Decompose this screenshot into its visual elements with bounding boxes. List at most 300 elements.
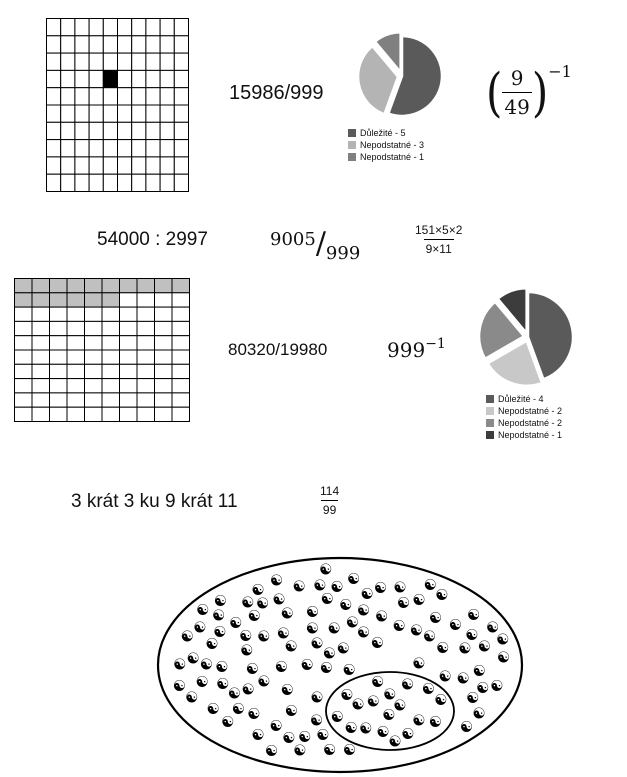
grid-cell [172,293,190,307]
grid-cell [103,157,117,174]
yin-yang-icon: ☯ [245,660,260,679]
grid-cell [132,105,146,122]
yin-yang-icon: ☯ [360,585,374,604]
grid-cell [85,379,103,393]
grid-cell [75,36,89,53]
grid-cell [15,364,33,378]
base: 999 [387,338,426,362]
grid-cell [132,157,146,174]
grid-cell [67,350,85,364]
grid-cell [47,36,61,53]
grid-cell [160,53,174,70]
yin-yang-icon: ☯ [373,579,388,598]
grid-cell [146,70,160,87]
grid-middle [14,278,190,422]
yin-yang-icon: ☯ [257,672,271,691]
grid-cell [132,70,146,87]
grid-cell [85,307,103,321]
legend-label: Nepodstatné - 2 [498,418,563,428]
yin-yang-icon: ☯ [195,673,209,692]
grid-cell [67,336,85,350]
grid-cell [155,379,173,393]
yin-yang-icon: ☯ [434,691,448,710]
grid-cell [155,393,173,407]
yin-yang-icon: ☯ [374,607,389,626]
fraction-numerator: 114 [320,484,340,498]
legend-item [348,127,424,139]
exponent: −1 [425,336,446,352]
grid-cell [118,36,132,53]
pie-legend-top [348,127,424,163]
grid-cell [120,379,138,393]
grid-cell [15,321,33,335]
pie-legend-middle [486,393,562,441]
yin-yang-icon: ☯ [477,637,492,656]
yin-yang-icon: ☯ [241,593,255,612]
yin-yang-icon: ☯ [323,741,337,760]
legend-swatch [486,431,494,439]
grid-cell [155,364,173,378]
legend-swatch [348,153,356,161]
yin-yang-icon: ☯ [305,603,320,622]
yin-yang-icon: ☯ [388,732,402,751]
yin-yang-icon: ☯ [376,722,390,741]
grid-cell [85,336,103,350]
grid-cell [67,379,85,393]
grid-cell [75,53,89,70]
yin-yang-icon: ☯ [320,590,335,609]
expression-9005-slash-999 [270,222,361,264]
fraction-numerator: 9 [510,66,524,90]
grid-cell [47,53,61,70]
legend-label: Nepodstatné - 2 [498,406,563,416]
grid-cell [89,122,103,139]
grid-cell [118,70,132,87]
yin-yang-icon: ☯ [401,724,415,743]
grid-cell [103,105,117,122]
yin-yang-icon: ☯ [300,656,314,675]
expression-80320-19980: 80320/19980 [228,340,328,359]
left-paren: ( [486,61,503,123]
yin-yang-icon: ☯ [456,669,470,688]
yin-yang-icon: ☯ [199,655,214,674]
grid-cell-filled [137,279,155,293]
grid-cell [155,336,173,350]
grid-cell [146,36,160,53]
grid-cell [85,393,103,407]
yin-yang-icon: ☯ [400,675,415,694]
grid-cell [120,321,138,335]
grid-cell [47,70,61,87]
yin-yang-icon: ☯ [257,627,271,646]
grid-cell [172,379,190,393]
grid-cell [155,293,173,307]
yin-yang-icon: ☯ [421,680,436,699]
grid-cell [132,122,146,139]
grid-cell [89,140,103,157]
yin-yang-icon: ☯ [193,618,207,637]
yin-yang-icon: ☯ [412,711,426,730]
yin-yang-icon: ☯ [459,718,474,737]
yin-yang-icon: ☯ [251,581,265,600]
yin-yang-icon: ☯ [476,678,490,697]
grid-cell [146,88,160,105]
yin-yang-icon: ☯ [466,605,481,624]
yin-yang-icon: ☯ [213,623,227,642]
grid-cell [118,105,132,122]
yin-yang-icon: ☯ [351,695,365,714]
grid-cell [102,307,120,321]
grid-cell [155,407,173,421]
grid-cell [103,88,117,105]
legend-item [348,151,424,163]
grid-cell-filled [102,279,120,293]
grid-cell [132,36,146,53]
grid-cell [89,88,103,105]
grid-cell [61,140,75,157]
grid-cell [146,157,160,174]
grid-cell [32,393,50,407]
grid-cell [50,307,68,321]
grid-cell [118,19,132,36]
legend-swatch [348,141,356,149]
yin-yang-icon: ☯ [280,604,295,623]
grid-cell [85,321,103,335]
slanted-numerator: 9005 [270,229,316,250]
yin-yang-icon: ☯ [305,619,320,638]
grid-cell [174,36,188,53]
yin-yang-icon: ☯ [393,696,407,715]
grid-cell [160,36,174,53]
grid-cell [102,321,120,335]
grid-cell [174,140,188,157]
yin-yang-icon: ☯ [206,699,220,718]
grid-cell [47,140,61,157]
grid-cell [160,140,174,157]
yin-yang-icon: ☯ [496,630,510,649]
grid-cell-filled [67,279,85,293]
grid-cell [120,336,138,350]
legend-item [348,139,424,151]
right-paren: ) [531,61,549,123]
yin-yang-icon: ☯ [180,627,195,646]
legend-label: Nepodstatné - 3 [360,140,425,150]
yin-yang-icon: ☯ [393,578,407,597]
grid-cell [118,157,132,174]
grid-cell [15,307,33,321]
fraction-denominator: 49 [502,92,531,119]
legend-item [486,417,562,429]
grid-cell [146,140,160,157]
yin-yang-icon: ☯ [255,594,270,613]
expression-999-inverse [387,338,446,362]
expression-9-over-49-inverse [486,61,572,123]
legend-swatch [348,129,356,137]
yin-yang-icon: ☯ [284,702,299,721]
yin-yang-icon: ☯ [280,681,295,700]
grid-cell [172,364,190,378]
grid-cell [174,122,188,139]
legend-swatch [486,419,494,427]
grid-cell [137,321,155,335]
yin-yang-icon: ☯ [486,618,500,637]
grid-cell [132,19,146,36]
grid-cell [132,53,146,70]
expression-151x5x2-over-9x11 [413,223,464,256]
yin-yang-icon: ☯ [319,659,334,678]
fraction-numerator: 151×5×2 [415,223,463,237]
yin-yang-icon: ☯ [298,727,312,746]
yin-yang-icon: ☯ [342,741,357,760]
grid-cell [47,157,61,174]
grid-cell [89,36,103,53]
grid-cell [61,105,75,122]
grid-cell [15,350,33,364]
grid-cell [75,122,89,139]
grid-cell-filled [172,279,190,293]
yin-yang-icon: ☯ [221,712,235,731]
yin-yang-icon: ☯ [370,633,385,652]
grid-cell [85,350,103,364]
grid-cell [85,364,103,378]
grid-cell [172,321,190,335]
yin-yang-icon: ☯ [330,577,344,596]
grid-cell [120,293,138,307]
legend-item [486,429,562,441]
grid-cell [47,88,61,105]
venn-diagram [155,555,525,775]
grid-cell [120,393,138,407]
grid-cell [47,174,61,191]
fraction-denominator: 99 [321,500,338,517]
grid-cell-filled [32,293,50,307]
grid-cell [61,36,75,53]
yin-yang-icon: ☯ [409,621,424,640]
grid-cell [160,19,174,36]
yin-yang-icon: ☯ [309,711,324,730]
grid-cell [120,364,138,378]
grid-cell [103,36,117,53]
grid-cell [160,70,174,87]
grid-cell [102,364,120,378]
yin-yang-icon: ☯ [240,641,254,660]
legend-item [486,393,562,405]
yin-yang-icon: ☯ [438,667,453,686]
yin-yang-icon: ☯ [186,649,200,668]
yin-yang-icon: ☯ [241,680,255,699]
grid-cell-filled [50,293,68,307]
yin-yang-icon: ☯ [274,657,289,676]
grid-cell [174,19,188,36]
yin-yang-icon: ☯ [239,627,253,646]
grid-cell [172,393,190,407]
grid-cell [118,174,132,191]
grid-cell [146,19,160,36]
fraction-denominator: 9×11 [424,239,454,256]
yin-yang-icon: ☯ [472,704,486,723]
grid-cell [32,321,50,335]
legend-label: Nepodstatné - 1 [360,152,425,162]
yin-yang-icon: ☯ [346,570,361,589]
grid-cell [103,53,117,70]
grid-cell-filled [50,279,68,293]
expression-114-over-99 [318,484,341,517]
grid-cell [61,122,75,139]
grid-cell-filled [67,293,85,307]
grid-cell [75,174,89,191]
yin-yang-icon: ☯ [216,674,230,693]
yin-yang-icon: ☯ [327,619,341,638]
legend-label: Nepodstatné - 1 [498,430,563,440]
grid-cell [75,88,89,105]
grid-cell [174,88,188,105]
grid-cell [160,157,174,174]
grid-cell [67,407,85,421]
grid-cell [85,407,103,421]
grid-top [46,18,190,193]
yin-yang-icon: ☯ [366,692,381,711]
grid-cell-filled [32,279,50,293]
yin-yang-icon: ☯ [322,644,337,663]
grid-cell [118,122,132,139]
pie-chart-middle [472,285,582,390]
grid-cell [103,140,117,157]
grid-cell [155,321,173,335]
grid-cell [50,321,68,335]
grid-cell [50,407,68,421]
grid-cell [137,336,155,350]
grid-cell [146,105,160,122]
grid-cell [137,293,155,307]
grid-cell [103,174,117,191]
grid-cell [75,70,89,87]
legend-swatch [486,407,494,415]
yin-yang-icon: ☯ [336,639,351,658]
yin-yang-icon: ☯ [251,725,265,744]
yin-yang-icon: ☯ [215,657,229,676]
yin-yang-icon: ☯ [272,590,286,609]
legend-label: Důležité - 4 [498,394,544,404]
yin-yang-icon: ☯ [227,684,242,703]
grid-cell [146,174,160,191]
yin-yang-icon: ☯ [172,676,187,695]
grid-cell [103,122,117,139]
grid-cell [118,140,132,157]
grid-cell [89,105,103,122]
yin-yang-icon: ☯ [359,719,373,738]
yin-yang-icon: ☯ [284,637,298,656]
grid-cell [102,393,120,407]
grid-cell [32,407,50,421]
yin-yang-icon: ☯ [356,601,371,620]
grid-cell [61,53,75,70]
yin-yang-icon: ☯ [212,606,226,625]
yin-yang-icon: ☯ [412,590,426,609]
grid-cell [118,88,132,105]
grid-cell [89,70,103,87]
yin-yang-icon: ☯ [247,704,261,723]
yin-yang-icon: ☯ [340,686,354,705]
yin-yang-icon: ☯ [423,576,438,595]
grid-cell [50,350,68,364]
grid-cell [160,105,174,122]
exponent: −1 [548,62,572,81]
yin-yang-icon: ☯ [339,595,353,614]
yin-yang-icon: ☯ [313,576,327,595]
expression-54000-2997: 54000 : 2997 [97,229,208,250]
yin-yang-icon: ☯ [382,705,396,724]
grid-cell [47,122,61,139]
grid-cell [172,307,190,321]
grid-cell-filled [102,293,120,307]
yin-yang-icon: ☯ [213,592,228,611]
grid-cell [174,157,188,174]
grid-cell [75,140,89,157]
grid-cell [174,174,188,191]
yin-yang-icon: ☯ [229,613,243,632]
grid-cell [102,379,120,393]
grid-cell [61,157,75,174]
grid-cell [102,336,120,350]
slanted-denominator: 999 [325,243,361,264]
yin-yang-icon: ☯ [185,688,199,707]
yin-yang-icon: ☯ [247,606,262,625]
yin-yang-icon: ☯ [269,571,284,590]
grid-cell [137,350,155,364]
grid-cell [50,364,68,378]
grid-cell [67,364,85,378]
yin-yang-icon: ☯ [276,624,291,643]
grid-cell [137,307,155,321]
grid-cell [67,307,85,321]
grid-cell [120,407,138,421]
yin-yang-icon: ☯ [345,613,360,632]
grid-cell [137,393,155,407]
grid-cell [137,379,155,393]
yin-yang-icon: ☯ [292,577,306,596]
yin-yang-icon: ☯ [344,718,358,737]
legend-item [486,405,562,417]
yin-yang-icon: ☯ [435,585,449,604]
yin-yang-icon: ☯ [396,593,411,612]
legend-label: Důležité - 5 [360,128,406,138]
grid-cell-filled [85,293,103,307]
grid-cell [174,53,188,70]
grid-cell [146,53,160,70]
yin-yang-icon: ☯ [319,560,333,579]
grid-cell [47,19,61,36]
yin-yang-icon: ☯ [412,654,426,673]
grid-cell [15,336,33,350]
grid-cell [61,88,75,105]
grid-cell-filled [85,279,103,293]
grid-cell [160,88,174,105]
grid-cell [75,19,89,36]
grid-cell [67,393,85,407]
yin-yang-icon: ☯ [293,741,307,760]
grid-cell [61,19,75,36]
grid-cell [32,379,50,393]
grid-cell [50,393,68,407]
yin-yang-icon: ☯ [458,639,472,658]
grid-cell-filled [120,279,138,293]
grid-cell [89,19,103,36]
grid-cell [155,350,173,364]
yin-yang-icon: ☯ [448,616,463,635]
grid-cell [32,307,50,321]
grid-cell [89,157,103,174]
yin-yang-icon: ☯ [428,609,443,628]
